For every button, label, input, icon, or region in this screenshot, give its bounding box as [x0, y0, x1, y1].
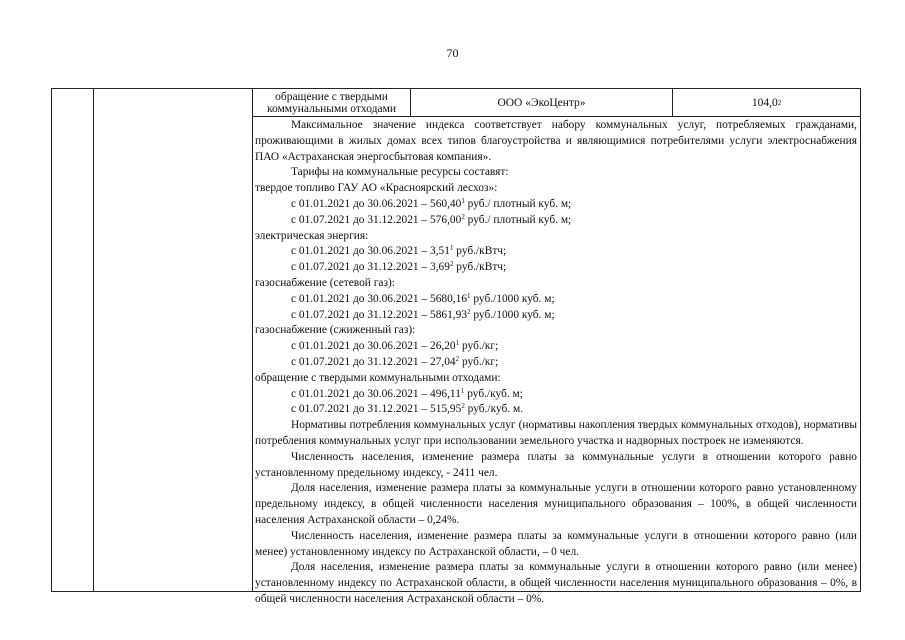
page-number: 70 — [446, 46, 459, 60]
tariff-period-value: с 01.07.2021 до 31.12.2021 – 27,04 — [291, 355, 456, 368]
tariff-period-value: с 01.01.2021 до 30.06.2021 – 5680,16 — [291, 292, 468, 305]
index-value-cell: 104,0 2 — [751, 96, 782, 109]
tariff-unit: руб./кВтч; — [453, 245, 507, 258]
tariff-unit: руб./куб. м. — [464, 403, 524, 416]
footnote-mark: 1 — [461, 196, 465, 205]
tariff-period-value: с 01.07.2021 до 31.12.2021 – 576,00 — [291, 213, 462, 226]
tariff-group-heading: обращение с твердыми коммунальными отходами: — [255, 371, 501, 384]
tariff-line — [255, 260, 857, 276]
tariff-period-value: с 01.01.2021 до 30.06.2021 – 26,20 — [291, 340, 456, 353]
body-paragraph: Нормативы потребления коммунальных услуг (нормативы накопления твердых коммунальных отходов), нормативы потребления коммунальных услуг при использовании земельного участка и надворных построек не изменяются. — [255, 419, 857, 447]
tariff-period-value: с 01.07.2021 до 31.12.2021 – 3,69 — [291, 261, 450, 274]
footnote-mark: 2 — [449, 260, 454, 269]
tariff-group-heading: газоснабжение (сжиженный газ): — [255, 324, 416, 337]
tariff-line — [255, 339, 857, 355]
body-paragraph: Доля населения, изменение размера платы за коммунальные услуги в отношении которого равно (или менее) установленному индексу по Астраханской области, в общей численности населения муниципального образования – 0%, в общей численности населения Астраханской области – 0%. — [255, 561, 857, 605]
footnote-mark: 1 — [455, 339, 460, 348]
tariff-period-value: с 01.01.2021 до 30.06.2021 – 560,40 — [291, 197, 462, 210]
tariff-period-value: с 01.07.2021 до 31.12.2021 – 515,95 — [291, 403, 462, 416]
tariff-line — [255, 387, 857, 403]
tariff-group-heading: электрическая энергия: — [255, 229, 369, 242]
row-divider — [252, 116, 860, 117]
tariffs-heading: Тарифы на коммунальные ресурсы составят: — [291, 166, 509, 179]
tariff-line — [255, 244, 857, 260]
body-paragraph: Доля населения, изменение размера платы за коммунальные услуги в отношении которого равно установленному предельному индексу, в общей численности населения муниципального образования – 100%, в общей численности населения Астраханской области – 0,24%. — [255, 482, 857, 526]
provider-cell: ООО «ЭкоЦентр» — [497, 96, 586, 109]
tariff-line — [255, 197, 857, 213]
body-paragraph: Численность населения, изменение размера платы за коммунальные услуги в отношении которого равно установленному предельному индексу, - 2411 чел. — [255, 450, 857, 479]
footnote-mark: 2 — [461, 212, 465, 221]
tariff-line — [255, 402, 857, 418]
tariff-period-value: с 01.01.2021 до 30.06.2021 – 3,51 — [291, 245, 450, 258]
utilities-table — [51, 88, 861, 605]
service-cell: обращение с твердыми коммунальными отходами — [266, 90, 397, 115]
tariff-unit: руб./ плотный куб. м; — [464, 197, 572, 210]
tariffs-list — [255, 181, 857, 418]
text-area — [255, 118, 857, 608]
tariff-unit: руб./1000 куб. м; — [470, 308, 555, 321]
footnote-mark: 1 — [460, 386, 465, 395]
tariff-unit: руб./куб. м; — [464, 387, 523, 400]
paragraphs — [255, 418, 857, 608]
index-value: 104,0 — [751, 96, 778, 109]
footnote-mark: 2 — [467, 307, 471, 316]
column-divider — [93, 89, 94, 591]
tariff-group-heading: газоснабжение (сетевой газ): — [255, 276, 395, 289]
footnote-mark: 1 — [467, 291, 471, 300]
tariff-line — [255, 308, 857, 324]
tariff-group-heading: твердое топливо ГАУ АО «Красноярский лесхоз»: — [255, 182, 498, 195]
tariff-period-value: с 01.01.2021 до 30.06.2021 – 496,11 — [291, 387, 461, 400]
body-paragraph: Численность населения, изменение размера платы за коммунальные услуги в отношении которого равно (или менее) установленному индексу по Астраханской области, – 0 чел. — [255, 529, 857, 558]
tariff-line — [255, 292, 857, 308]
tariff-line — [255, 355, 857, 371]
tariff-unit: руб./1000 куб. м; — [470, 292, 555, 305]
footnote-mark: 2 — [455, 354, 460, 363]
column-divider — [252, 89, 253, 591]
intro-paragraph: Максимальное значение индекса соответствует набору коммунальных услуг, потребляемых гражданами, проживающими в жилых домах всех типов благоустройства и являющимися потребителями услуги электроснабжения ПАО «Астраханская энергосбытовая компания». — [255, 119, 857, 163]
tariff-unit: руб./ плотный куб. м; — [464, 213, 572, 226]
tariff-line — [255, 213, 857, 229]
footnote-mark: 1 — [449, 244, 454, 253]
footnote-mark: 2 — [461, 402, 465, 411]
tariff-unit: руб./кг; — [459, 355, 499, 368]
tariff-unit: руб./кВтч; — [453, 261, 507, 274]
tariff-unit: руб./кг; — [459, 340, 499, 353]
tariff-period-value: с 01.07.2021 до 31.12.2021 – 5861,93 — [291, 308, 468, 321]
